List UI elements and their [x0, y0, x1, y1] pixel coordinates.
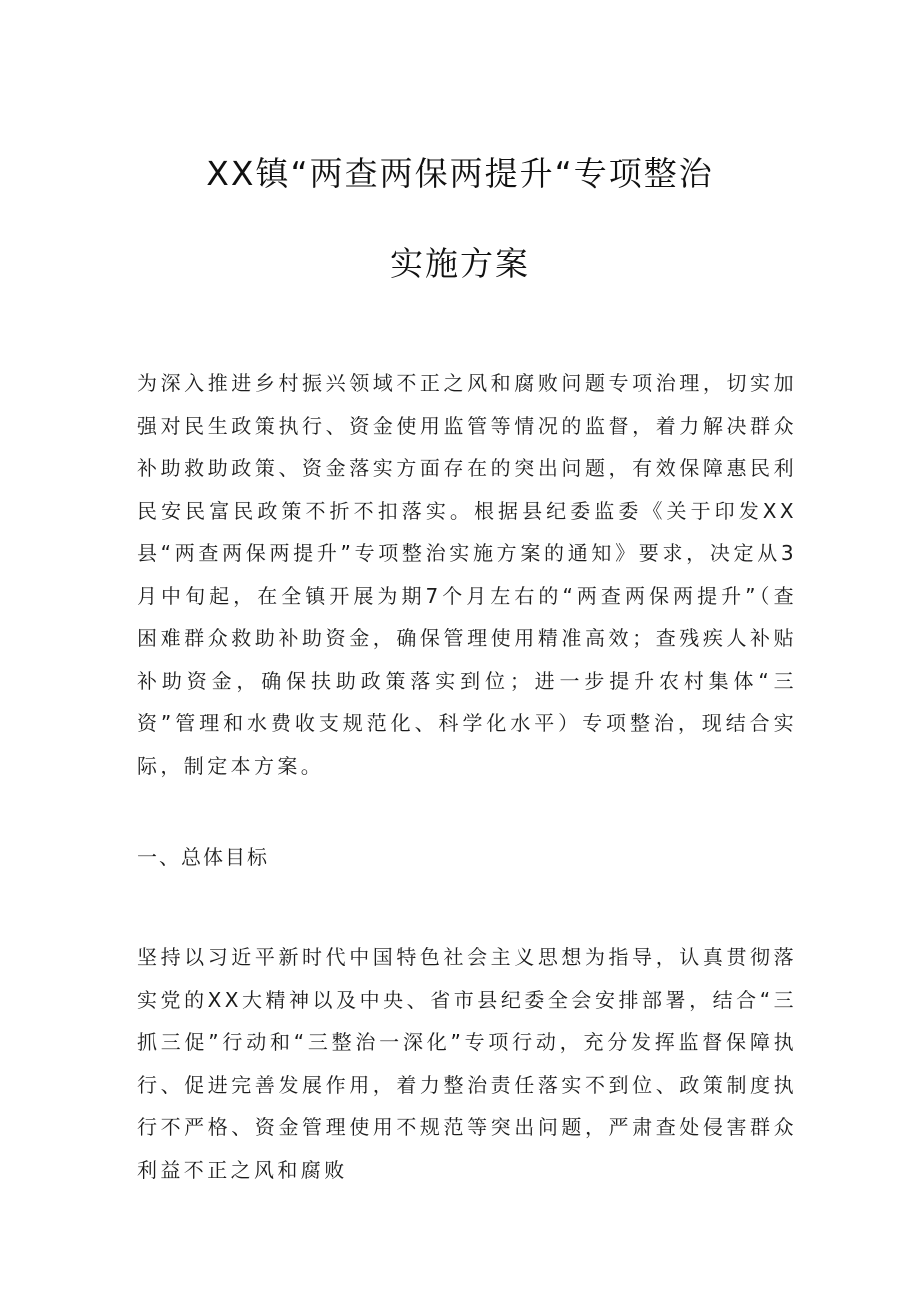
document-subtitle: 实施方案 — [390, 244, 530, 283]
goal-paragraph: 坚持以习近平新时代中国特色社会主义思想为指导，认真贯彻落实党的XX大精神以及中央、省市县纪委全会安排部署，结合“三抓三促”行动和“三整治一深化”专项行动，充分发挥监督保障执行、促进完善发展作用，着力整治责任落实不到位、政策制度执行不严格、资金管理使用不规范等突出问题，严肃查处侵害群众利益不正之风和腐败 — [137, 945, 797, 1182]
intro-paragraph: 为深入推进乡村振兴领域不正之风和腐败问题专项治理，切实加强对民生政策执行、资金使用监管等情况的监督，着力解决群众补助救助政策、资金落实方面存在的突出问题，有效保障惠民利民安民富民政策不折不扣落实。根据县纪委监委《关于印发XX县“两查两保两提升”专项整治实施方案的通知》要求，决定从3月中旬起，在全镇开展为期7个月左右的“两查两保两提升”（查困难群众救助补助资金，确保管理使用精准高效；查残疾人补贴补助资金，确保扶助政策落实到位；进一步提升农村集体“三资”管理和水费收支规范化、科学化水平）专项整治，现结合实际，制定本方案。 — [137, 371, 797, 778]
section-heading-overall-goal: 一、总体目标 — [137, 845, 269, 869]
document-title: XX镇“两查两保两提升“专项整治 — [206, 154, 714, 193]
